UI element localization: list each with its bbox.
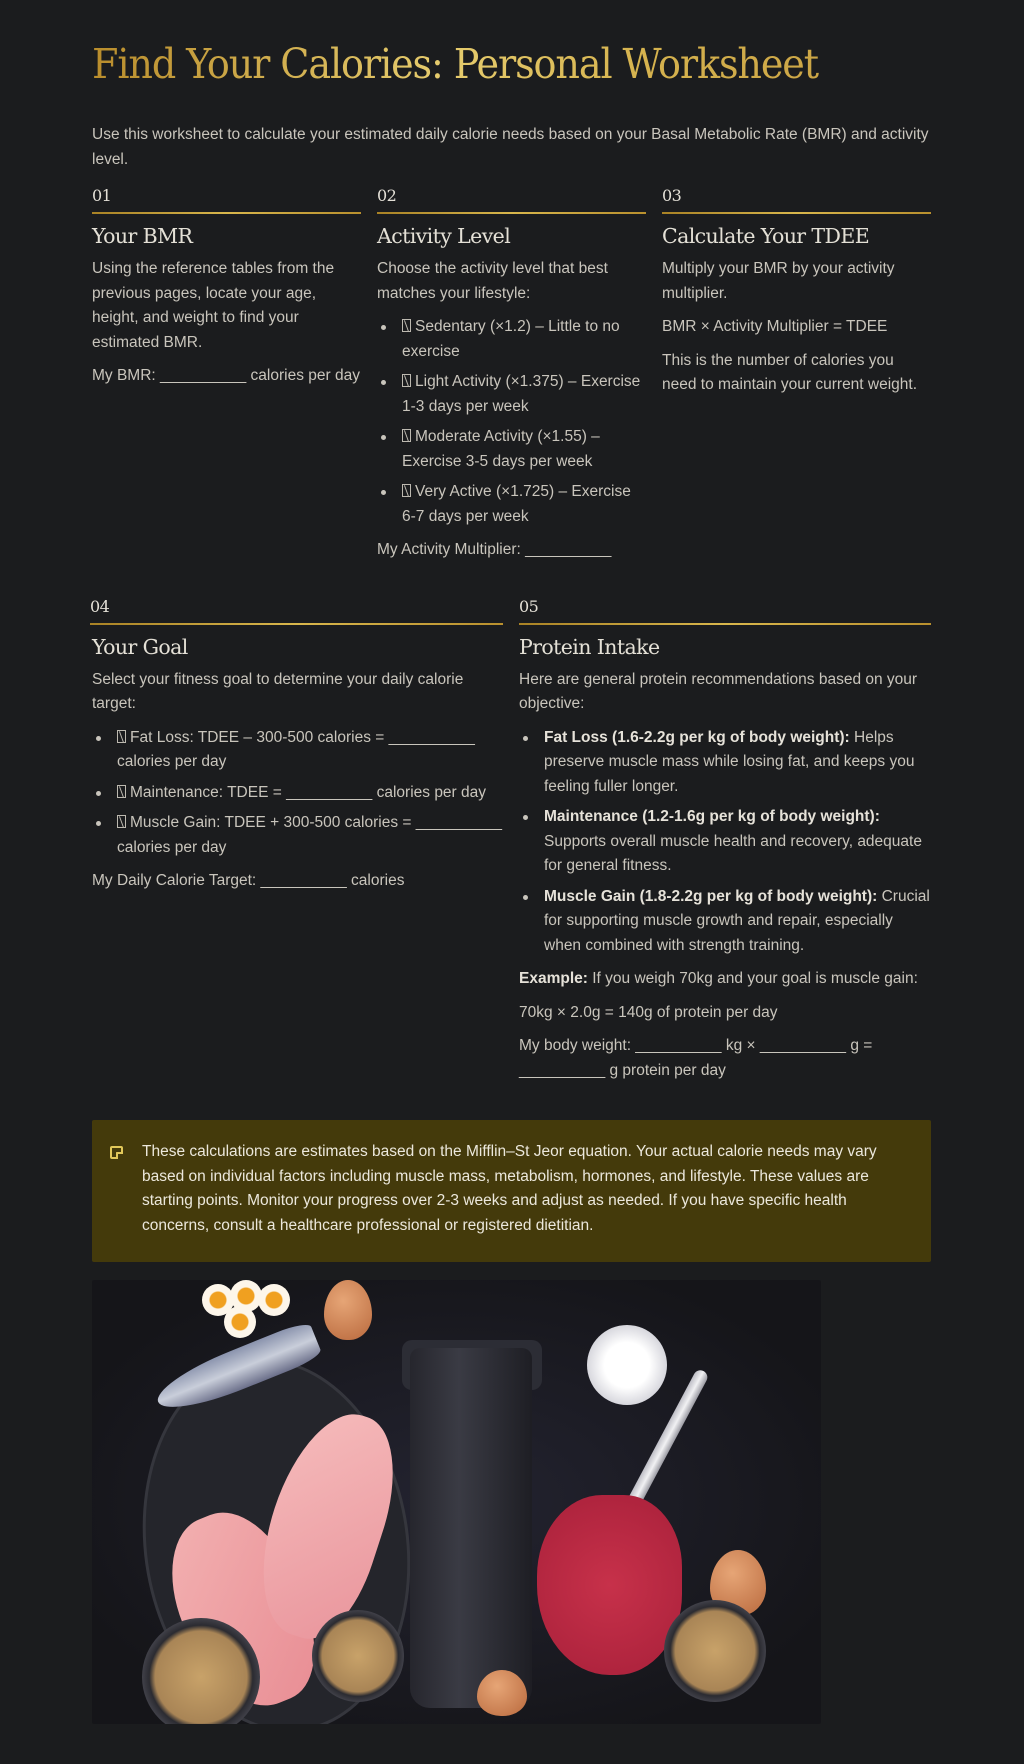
gold-divider bbox=[90, 623, 503, 625]
section-title: Your BMR bbox=[92, 224, 193, 249]
section-title: Your Goal bbox=[92, 634, 188, 659]
missing-glyph-icon bbox=[117, 730, 126, 743]
section-number: 01 bbox=[92, 186, 112, 206]
section-lead: Choose the activity level that best matches your lifestyle: bbox=[377, 260, 608, 302]
section-title: Activity Level bbox=[377, 224, 511, 249]
egg-shape bbox=[324, 1280, 372, 1340]
calorie-target-fill-in: My Daily Calorie Target: __________ calories bbox=[92, 872, 405, 890]
egg-shape bbox=[477, 1670, 527, 1716]
missing-glyph-icon bbox=[117, 815, 126, 828]
intro-text: Use this worksheet to calculate your estimated daily calorie needs based on your Basal Metabolic Rate (BMR) and activity level. bbox=[92, 126, 929, 168]
gold-divider bbox=[377, 212, 646, 214]
yogurt-bowl-shape bbox=[587, 1325, 667, 1405]
list-item: Muscle Gain (1.8-2.2g per kg of body weight): Crucial for supporting muscle growth and repair, especially when combined with strength training. bbox=[519, 885, 931, 959]
section-lead: Here are general protein recommendations based on your objective: bbox=[519, 670, 918, 713]
missing-glyph-icon bbox=[117, 785, 126, 798]
list-item: Maintenance: TDEE = __________ calories per day bbox=[92, 781, 503, 806]
list-item: Fat Loss: TDEE – 300-500 calories = __________ calories per day bbox=[92, 726, 503, 775]
section-activity-level bbox=[377, 185, 646, 572]
gold-divider bbox=[662, 212, 931, 214]
activity-multiplier-fill-in: My Activity Multiplier: __________ bbox=[377, 541, 612, 559]
section-text: Multiply your BMR by your activity multiplier. bbox=[662, 260, 895, 302]
section-lead: Select your fitness goal to determine your daily calorie target: bbox=[92, 670, 464, 713]
page-title: Find Your Calories: Personal Worksheet bbox=[92, 40, 873, 89]
missing-glyph-icon bbox=[402, 319, 411, 332]
steps-row-2 bbox=[92, 596, 932, 1093]
section-text: This is the number of calories you need to maintain your current weight. bbox=[662, 351, 918, 394]
bmr-fill-in: My BMR: __________ calories per day bbox=[92, 367, 360, 385]
section-goal bbox=[90, 596, 503, 1093]
section-bmr bbox=[92, 185, 361, 572]
body-weight-fill-in: My body weight: __________ kg × __________ g = __________ g protein per day bbox=[519, 1037, 873, 1079]
list-item: Maintenance (1.2-1.6g per kg of body weight): Supports overall muscle health and recovery, adequate for general fitness. bbox=[519, 805, 931, 879]
legumes-bowl-shape bbox=[312, 1610, 404, 1702]
note-text: These calculations are estimates based on the Mifflin–St Jeor equation. Your actual calorie needs may vary based on individual factors including muscle mass, metabolism, hormones, and lifestyle. These values are starting points. Monitor your progress over 2-3 weeks and adjust as needed. If you have specific health concerns, consult a healthcare professional or registered dietitian. bbox=[142, 1143, 877, 1234]
section-number: 02 bbox=[377, 186, 397, 206]
shaker-bottle-shape bbox=[410, 1348, 532, 1708]
steak-shape bbox=[537, 1495, 682, 1675]
section-number: 03 bbox=[662, 186, 682, 206]
steps-row-1 bbox=[92, 185, 932, 572]
list-item: Moderate Activity (×1.55) – Exercise 3-5 days per week bbox=[377, 425, 646, 474]
section-tdee bbox=[662, 185, 931, 572]
section-number: 05 bbox=[519, 596, 539, 616]
disclaimer-note bbox=[92, 1120, 931, 1262]
legumes-bowl-shape bbox=[664, 1600, 766, 1702]
section-title: Calculate Your TDEE bbox=[662, 224, 870, 249]
nuts-bowl-shape bbox=[142, 1618, 260, 1724]
protein-example-calc: 70kg × 2.0g = 140g of protein per day bbox=[519, 1003, 778, 1021]
protein-foods-image bbox=[92, 1280, 821, 1724]
missing-glyph-icon bbox=[402, 374, 411, 387]
section-number: 04 bbox=[90, 596, 110, 616]
missing-glyph-icon bbox=[402, 484, 411, 497]
protein-list bbox=[519, 726, 931, 959]
list-item: Fat Loss (1.6-2.2g per kg of body weight): Helps preserve muscle mass while losing fat, and keeps you feeling fuller longer. bbox=[519, 726, 931, 800]
protein-example: Example: If you weigh 70kg and your goal is muscle gain: bbox=[519, 970, 918, 988]
boiled-eggs-shape bbox=[202, 1280, 292, 1330]
list-item: Muscle Gain: TDEE + 300-500 calories = __________ calories per day bbox=[92, 811, 503, 860]
gold-divider bbox=[92, 212, 361, 214]
section-protein-intake bbox=[519, 596, 931, 1093]
section-text: Using the reference tables from the previous pages, locate your age, height, and weight to find your estimated BMR. bbox=[92, 260, 335, 351]
tdee-formula: BMR × Activity Multiplier = TDEE bbox=[662, 318, 888, 336]
list-item: Sedentary (×1.2) – Little to no exercise bbox=[377, 315, 646, 364]
list-item: Very Active (×1.725) – Exercise 6-7 days per week bbox=[377, 480, 646, 529]
missing-glyph-icon bbox=[402, 429, 411, 442]
activity-list bbox=[377, 315, 646, 529]
gold-divider bbox=[519, 623, 931, 625]
section-title: Protein Intake bbox=[519, 634, 660, 659]
list-item: Light Activity (×1.375) – Exercise 1-3 days per week bbox=[377, 370, 646, 419]
goal-list bbox=[92, 726, 503, 861]
sticky-note-icon bbox=[110, 1146, 123, 1159]
